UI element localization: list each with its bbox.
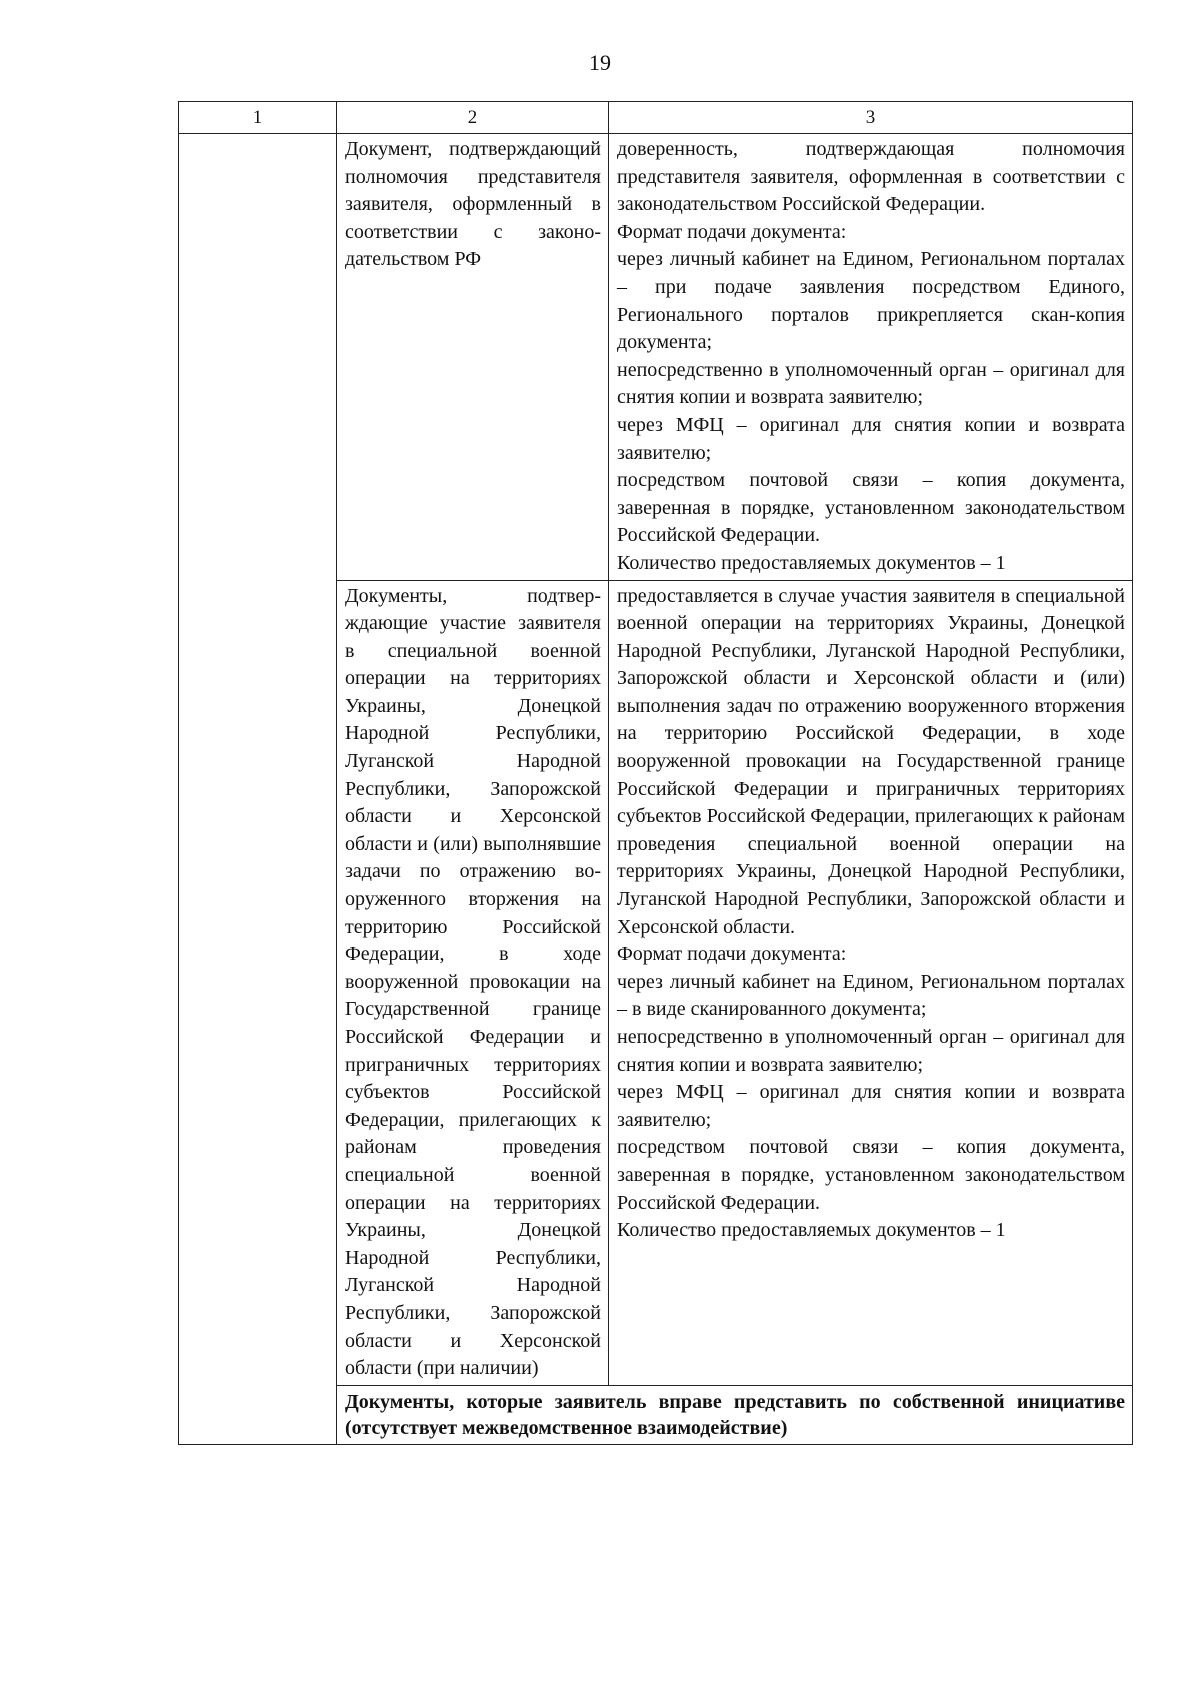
document-table: [178, 101, 1133, 1445]
description-paragraph: непосредственно в уполномоченный орган – оригинал для снятия копии и возврата заявителю;: [617, 1026, 1125, 1076]
description-paragraph: Формат подачи документа:: [617, 220, 847, 243]
header-col-1: 1: [179, 102, 337, 134]
document-name-cell: Документы, подтверждающие участие заявителя в специальной военной операции на территориях Украины, Донецкой Народной Республики, Луганской Народной Республики, Запорожской области и Херсонской области и (или) выполнявшие задачи по отражению вооруженного вторжения на территорию Российской Федерации, в ходе вооруженной провокации на Государственной границе Российской Федерации и приграничных территориях субъектов Российской Федерации, прилегающих к районам проведения специальной военной операции на территориях Украины, Донецкой Народной Республики, Луганской Народной Республики, Запорожской области и Херсонской области (при наличии): [337, 580, 609, 1385]
description-paragraph: через личный кабинет на Едином, Региональном порталах – в виде сканированного документа;: [617, 970, 1125, 1021]
description-paragraph: через МФЦ – оригинал для снятия копии и возврата заявителю;: [617, 1081, 1125, 1131]
description-paragraph: Количество предоставляемых документов – 1: [617, 1219, 1006, 1242]
table-row: [179, 134, 1133, 581]
document-name-cell: Документ, подтверждающий полномочия представителя заявителя, оформленный в соответствии с законодательством РФ: [337, 134, 609, 581]
description-paragraph: через МФЦ – оригинал для снятия копии и возврата заявителю;: [617, 413, 1125, 464]
header-col-3: 3: [609, 102, 1133, 134]
header-col-2: 2: [337, 102, 609, 134]
table-header-row: [179, 102, 1133, 134]
description-paragraph: через личный кабинет на Едином, Региональном порталах – при подаче заявления посредством Единого, Регионального порталов прикрепляется скан-копия документа;: [617, 248, 1125, 354]
page-number: 19: [589, 50, 611, 75]
description-paragraph: доверенность, подтверждающая полномочия представителя заявителя, оформленная в соответствии с законодательством Российской Федерации.: [617, 138, 1125, 216]
description-paragraph: посредством почтовой связи – копия документа, заверенная в порядке, установленном законодательством Российской Федерации.: [617, 469, 1125, 547]
document-description-cell: [609, 580, 1133, 1385]
empty-cell-col-1: [179, 134, 337, 1445]
description-paragraph: предоставляется в случае участия заявителя в специальной военной операции на территориях Украины, Донецкой Народной Республики, Луганской Народной Республики, Запорожской области и Херсонской области и (или) выполнения задач по отражению вооруженного вторжения на территорию Российской Федерации, в ходе вооруженной провокации на Государственной границе Российской Федерации и приграничных территориях субъектов Российской Федерации, прилегающих к районам проведения специальной военной операции на территориях Украины, Донецкой Народной Республики, Луганской Народной Республики, Запорожской области и Херсонской области.: [617, 584, 1125, 938]
section-heading: Документы, которые заявитель вправе представить по собственной инициативе (отсутствует межведомственное взаимодействие): [337, 1385, 1133, 1444]
description-paragraph: Количество предоставляемых документов – 1: [617, 551, 1006, 574]
description-paragraph: посредством почтовой связи – копия документа, заверенная в порядке, установленном законодательством Российской Федерации.: [617, 1136, 1125, 1214]
description-paragraph: Формат подачи документа:: [617, 943, 847, 966]
description-paragraph: непосредственно в уполномоченный орган – оригинал для снятия копии и возврата заявителю;: [617, 358, 1125, 409]
document-description-cell: [609, 134, 1133, 581]
